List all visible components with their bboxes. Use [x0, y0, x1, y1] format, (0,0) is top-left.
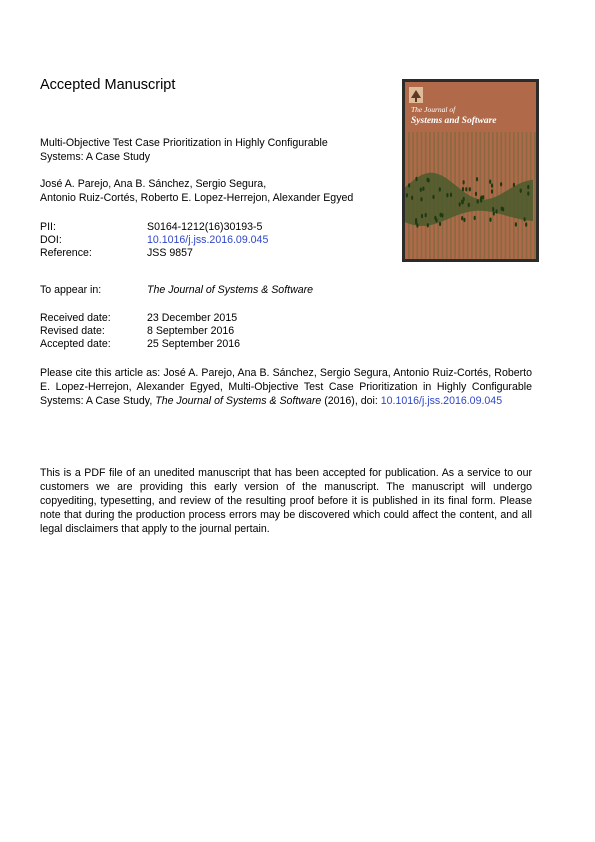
received-value: 23 December 2015	[147, 312, 238, 324]
cover-dot	[474, 216, 476, 220]
citation-journal: The Journal of Systems & Software	[155, 395, 322, 407]
cover-dot	[480, 198, 482, 202]
cover-journal-line-1: The Journal of	[411, 105, 456, 114]
cover-stripe	[492, 132, 494, 259]
cover-dot	[475, 192, 477, 196]
cover-dot	[440, 213, 442, 217]
citation-suffix: (2016), doi:	[321, 395, 381, 407]
cover-stripe	[488, 132, 490, 259]
cover-dot	[492, 207, 494, 211]
cover-dot	[425, 213, 427, 217]
authors-line-2: Antonio Ruiz-Cortés, Roberto E. Lopez-Herrejon, Alexander Egyed	[40, 192, 354, 204]
cover-stripe	[471, 132, 473, 259]
cover-dot	[501, 207, 503, 211]
cover-dot	[465, 187, 467, 191]
cover-dot	[459, 202, 461, 206]
cover-dot	[489, 218, 491, 222]
cover-dot	[439, 222, 441, 226]
cover-dot	[415, 177, 417, 181]
cover-dot	[524, 217, 526, 221]
cover-dot	[520, 189, 522, 193]
cover-dot	[495, 209, 497, 213]
reference-label: Reference:	[40, 247, 92, 259]
cover-journal-line-2: Systems and Software	[411, 116, 497, 126]
journal-cover	[402, 79, 539, 262]
journal-cover-art	[405, 82, 536, 259]
accepted-value: 25 September 2016	[147, 338, 241, 350]
cover-stripe	[534, 132, 536, 259]
cover-stripe	[496, 132, 498, 259]
cover-dot	[463, 180, 465, 184]
article-title: Multi-Objective Test Case Prioritization in Highly Configurable Systems: A Case Study	[40, 137, 328, 163]
received-label: Received date:	[40, 312, 111, 324]
cover-dot	[439, 187, 441, 191]
cover-dot	[416, 223, 418, 227]
cover-dot	[515, 222, 517, 226]
cover-dot	[420, 188, 422, 192]
appear-value: The Journal of Systems & Software	[147, 284, 314, 296]
cover-dot	[432, 195, 434, 199]
cover-dot	[482, 195, 484, 199]
cover-dot	[411, 196, 413, 200]
cover-stripe	[479, 132, 481, 259]
citation-doi-link[interactable]: 10.1016/j.jss.2016.09.045	[380, 395, 503, 407]
cover-dot	[406, 193, 408, 197]
appear-label: To appear in:	[40, 284, 102, 296]
doi-link[interactable]: 10.1016/j.jss.2016.09.045	[147, 234, 269, 246]
authors-line-1: José A. Parejo, Ana B. Sánchez, Sergio Segura,	[40, 178, 267, 190]
cover-dot	[421, 214, 423, 218]
cover-dot	[491, 189, 493, 193]
cover-dot	[500, 182, 502, 186]
doi-label: DOI:	[40, 234, 62, 246]
cover-dot	[513, 183, 515, 187]
cover-dot	[476, 177, 478, 181]
cover-dot	[468, 203, 470, 207]
cover-dot	[527, 191, 529, 195]
revised-value: 8 September 2016	[147, 325, 235, 337]
cover-dot	[462, 187, 464, 191]
cover-dot	[493, 211, 495, 215]
pii-label: PII:	[40, 221, 56, 233]
cover-dot	[422, 187, 424, 191]
cover-dot	[461, 216, 463, 220]
page-heading: Accepted Manuscript	[40, 77, 176, 93]
accepted-label: Accepted date:	[40, 338, 111, 350]
article-authors	[40, 177, 370, 205]
elsevier-tree-icon	[409, 87, 423, 103]
cover-dot	[491, 183, 493, 187]
cover-dot	[427, 178, 429, 182]
cover-dot	[463, 218, 465, 222]
cover-stripe	[484, 132, 486, 259]
citation-text: Please cite this article as: José A. Parejo, Ana B. Sánchez, Sergio Segura, Antonio Ruiz-Cortés, Roberto E. Lopez-Herrejon, Alexander Egyed, Multi-Objective Test Case Prioritization in Highly Configurable Systems: A Case Study,	[40, 367, 532, 407]
reference-value: JSS 9857	[147, 247, 193, 259]
cover-dot	[427, 223, 429, 227]
cover-dot	[446, 193, 448, 197]
revised-label: Revised date:	[40, 325, 105, 337]
citation-paragraph	[40, 366, 532, 408]
cover-dot	[489, 180, 491, 184]
cover-dot	[527, 185, 529, 189]
cover-dot	[525, 222, 527, 226]
cover-dot	[434, 216, 436, 220]
disclaimer-paragraph: This is a PDF file of an unedited manuscript that has been accepted for publication. As a service to our customers we are providing this early version of the manuscript. The manuscript will undergo copyediting, typesetting, and review of the resulting proof before it is published in its final form. Please note that during the production process errors may be discovered which could affect the content, and all legal disclaimers that apply to the journal pertain.	[40, 467, 532, 535]
cover-dot	[477, 199, 479, 203]
cover-dot	[450, 193, 452, 197]
pii-value: S0164-1212(16)30193-5	[147, 221, 263, 233]
cover-dot	[408, 183, 410, 187]
cover-dot	[463, 197, 465, 201]
cover-dot	[469, 187, 471, 191]
cover-dot	[420, 197, 422, 201]
